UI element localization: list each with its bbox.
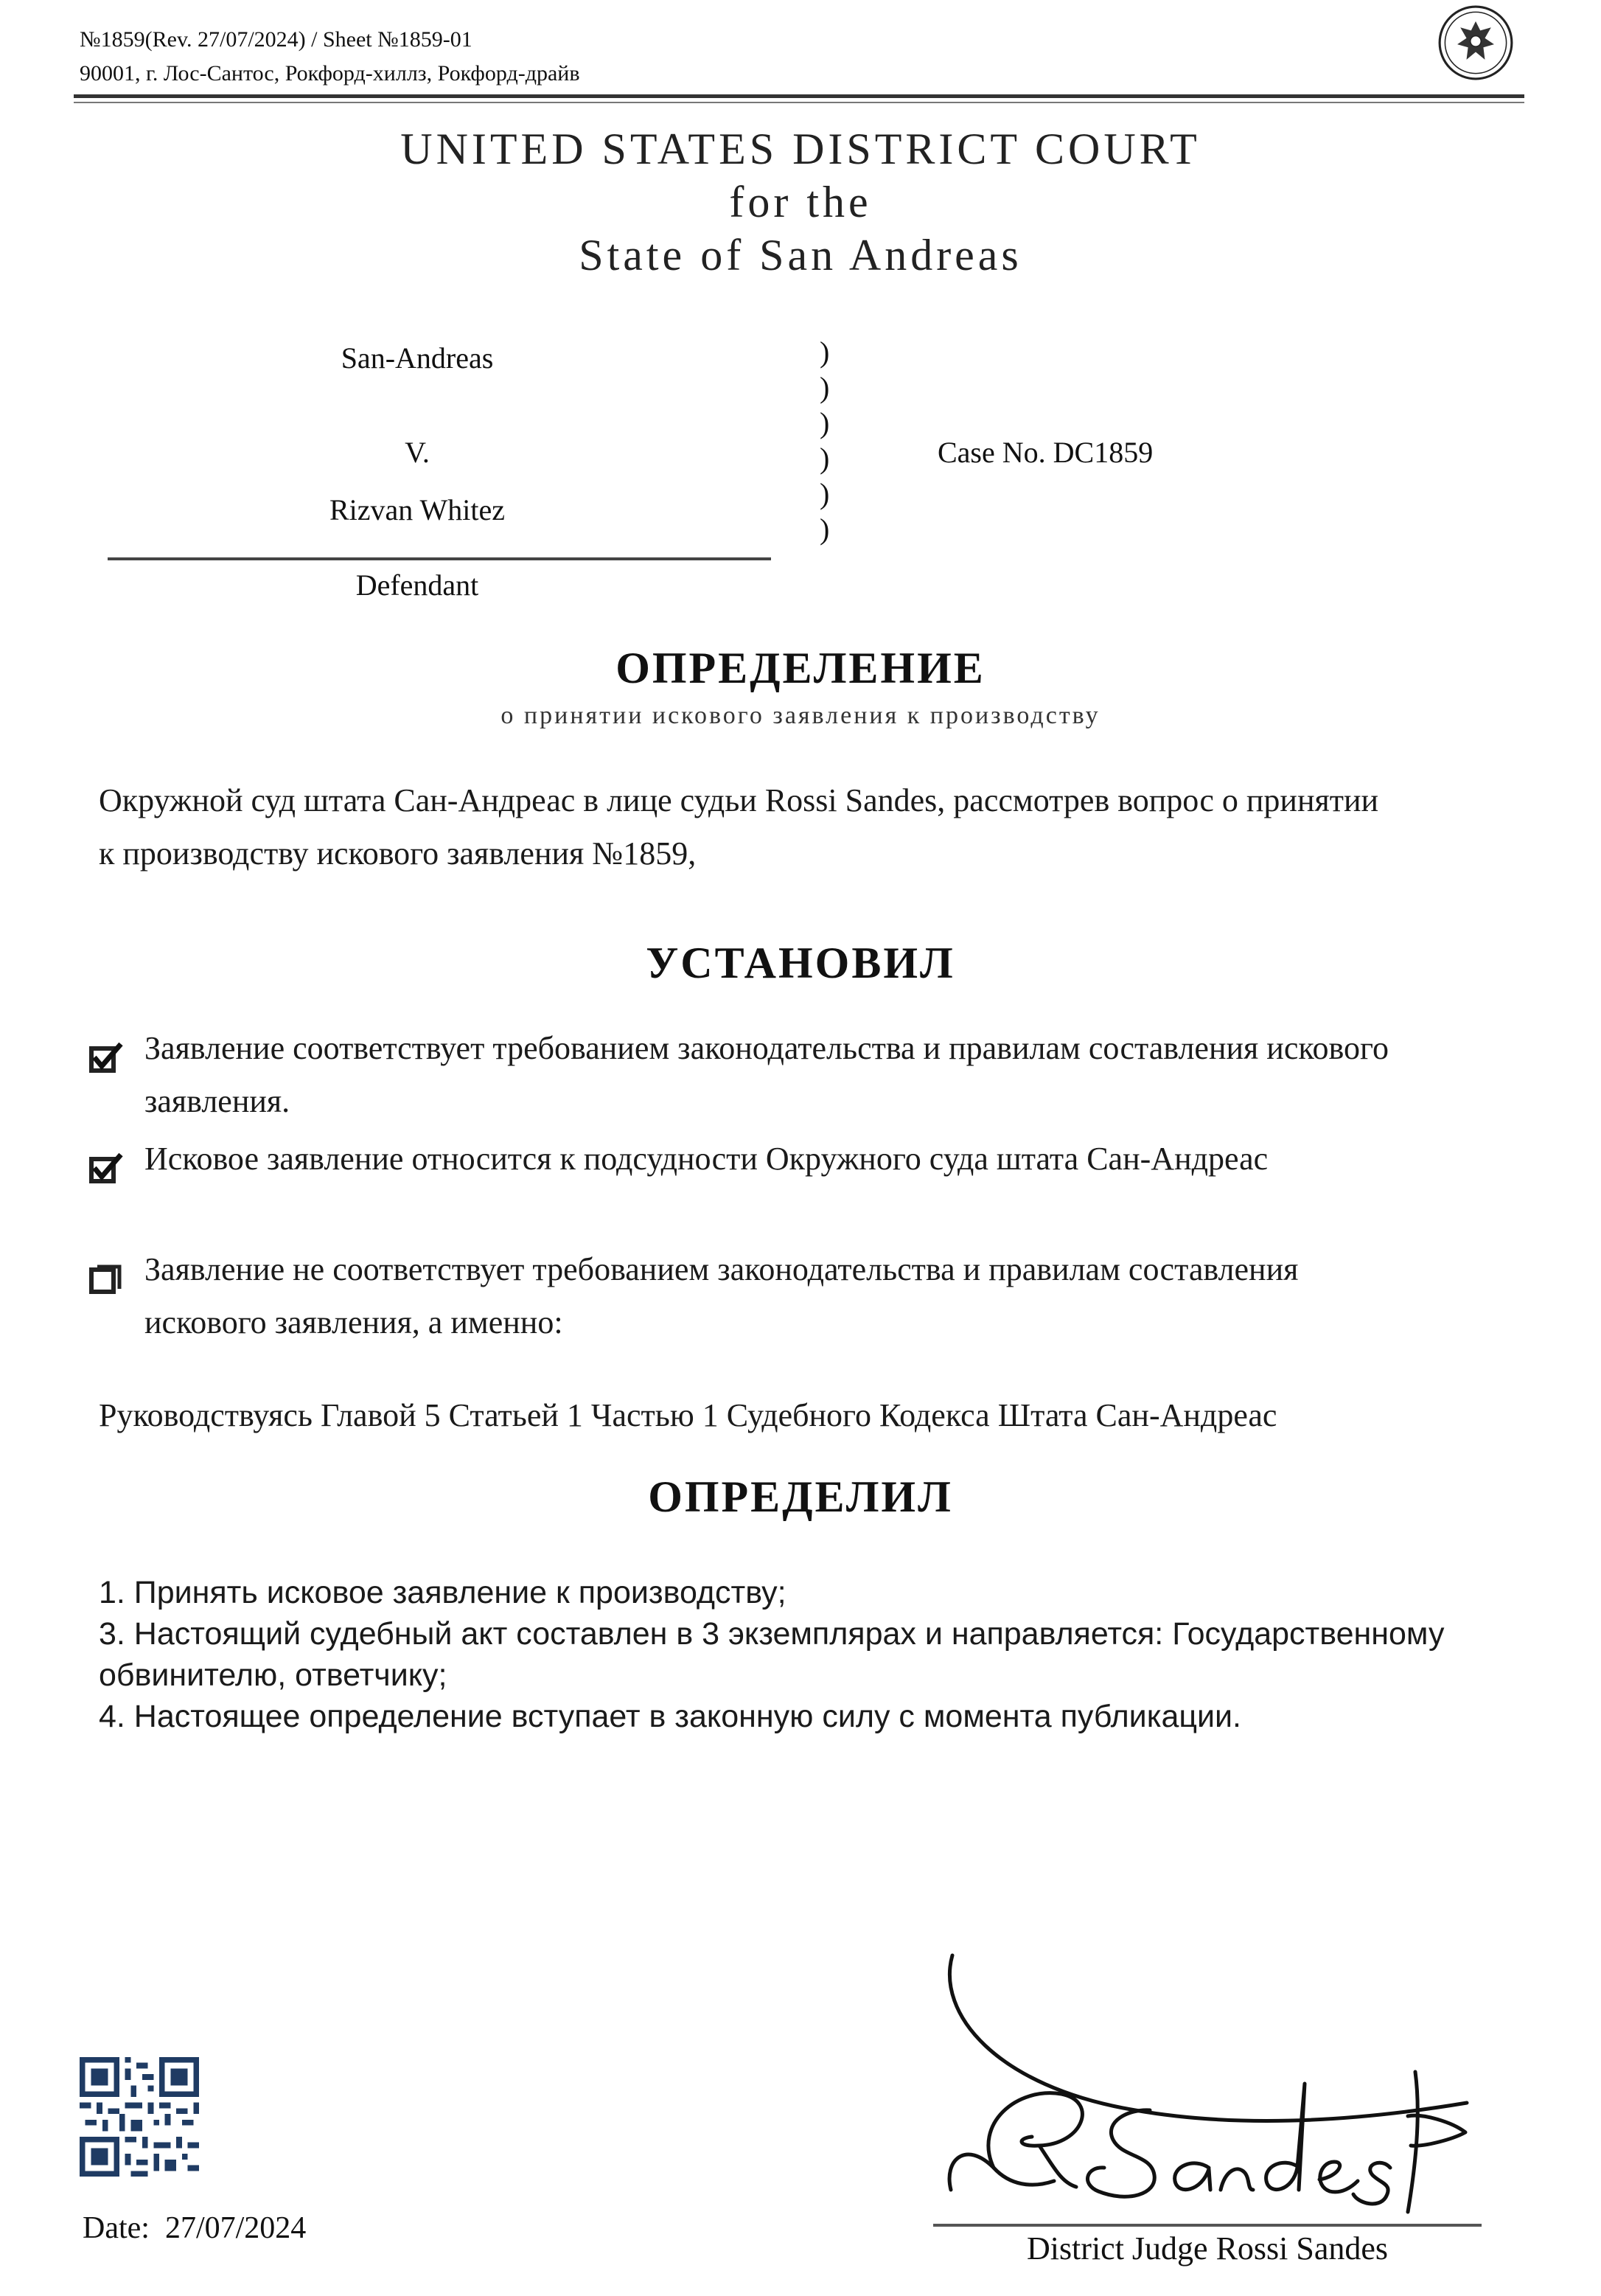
ruling-line-1: 1. Принять исковое заявление к производству; <box>99 1575 786 1610</box>
established-item-3-line-1: Заявление не соответствует требованием законодательства и правилам составления <box>144 1251 1299 1287</box>
caption-paren: ) <box>820 371 830 404</box>
date-line <box>83 2210 306 2246</box>
intro-line-1: Окружной суд штата Сан-Андреас в лице судьи Rossi Sandes, рассмотрев вопрос о принятии <box>99 782 1379 818</box>
ruling-line-4: 4. Настоящее определение вступает в законную силу с момента публикации. <box>99 1699 1241 1734</box>
caption-paren: ) <box>820 512 830 546</box>
judge-name: District Judge Rossi Sandes <box>1026 2230 1389 2267</box>
checked-checkbox-icon <box>87 1150 124 1187</box>
established-item-2: Исковое заявление относится к подсудности Окружного суда штата Сан-Андреас <box>144 1141 1269 1177</box>
defendant-rule <box>108 557 771 560</box>
signature-rule <box>933 2224 1482 2227</box>
header-rule-thin <box>74 102 1524 103</box>
date-value: 27/07/2024 <box>164 2211 307 2245</box>
ruling-heading: ОПРЕДЕЛИЛ <box>648 1472 953 1521</box>
court-for-the: for the <box>729 178 872 226</box>
order-title: ОПРЕДЕЛЕНИЕ <box>615 644 986 692</box>
date-label: Date: <box>83 2211 150 2245</box>
established-item-1-line-1: Заявление соответствует требованием законодательства и правилам составления искового <box>144 1030 1389 1066</box>
legal-basis: Руководствуясь Главой 5 Статьей 1 Частью 1 Судебного Кодекса Штата Сан-Андреас <box>99 1397 1277 1433</box>
caption-paren: ) <box>820 335 830 369</box>
court-name: UNITED STATES DISTRICT COURT <box>400 125 1201 173</box>
defendant-label: Defendant <box>355 568 479 602</box>
form-reference: №1859(Rev. 27/07/2024) / Sheet №1859-01 <box>80 27 472 52</box>
unchecked-checkbox-icon <box>87 1261 124 1298</box>
court-seal-icon <box>1437 4 1514 81</box>
caption-paren: ) <box>820 406 830 439</box>
case-number: Case No. DC1859 <box>938 436 1154 469</box>
court-address: 90001, г. Лос-Сантос, Рокфорд-хиллз, Рокфорд-драйв <box>80 61 580 86</box>
ruling-line-3-cont: обвинителю, ответчику; <box>99 1657 447 1693</box>
established-heading: УСТАНОВИЛ <box>646 939 955 987</box>
caption-paren: ) <box>820 477 830 510</box>
ruling-line-3: 3. Настоящий судебный акт составлен в 3 экземплярах и направляется: Государственному <box>99 1616 1445 1652</box>
caption-paren: ) <box>820 442 830 475</box>
court-state: State of San Andreas <box>579 231 1022 279</box>
header-rule-thick <box>74 94 1524 98</box>
judge-signature <box>907 1947 1511 2234</box>
defendant-name: Rizvan Whitez <box>329 493 506 526</box>
established-item-1-line-2: заявления. <box>144 1083 290 1119</box>
intro-line-2: к производству искового заявления №1859, <box>99 835 697 872</box>
versus-label: V. <box>405 436 430 469</box>
plaintiff-name: San-Andreas <box>341 341 494 375</box>
established-item-3-line-2: искового заявления, а именно: <box>144 1304 563 1340</box>
qr-code-icon <box>80 2057 199 2177</box>
order-subtitle: о принятии искового заявления к производству <box>500 702 1101 729</box>
checked-checkbox-icon <box>87 1040 124 1076</box>
